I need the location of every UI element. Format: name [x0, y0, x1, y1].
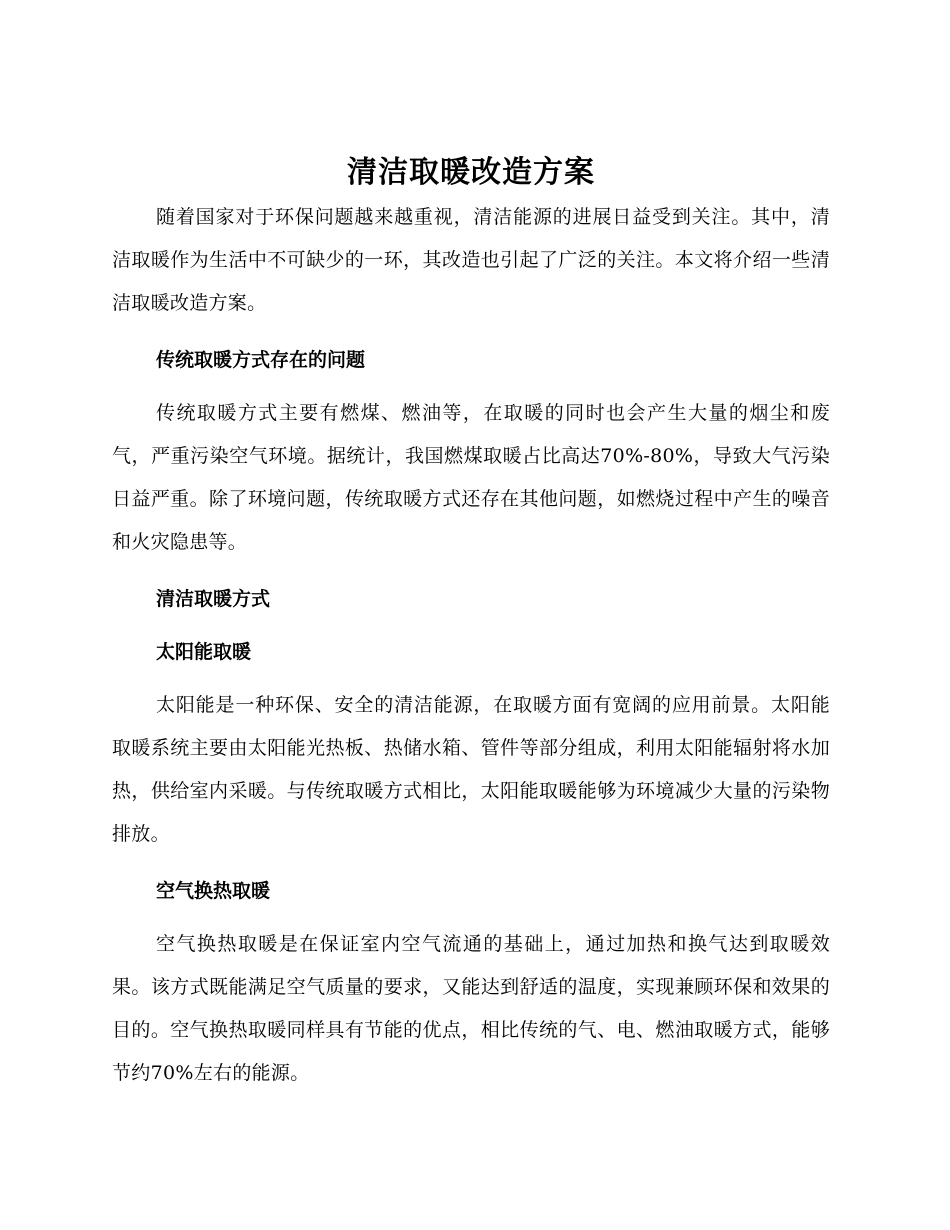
section-heading-solar-heating: 太阳能取暖 [156, 641, 252, 663]
document-page [112, 150, 830, 1095]
section-body-solar-heating: 太阳能是一种环保、安全的清洁能源，在取暖方面有宽阔的应用前景。太阳能取暖系统主要由太阳能光热板、热储水箱、管件等部分组成，利用太阳能辐射将水加热，供给室内采暖。与传统取暖方式相比，太阳能取暖能够为环境减少大量的污染物排放。 [112, 694, 830, 845]
section-heading-traditional-problems: 传统取暖方式存在的问题 [156, 349, 366, 371]
intro-paragraph: 随着国家对于环保问题越来越重视，清洁能源的进展日益受到关注。其中，清洁取暖作为生活中不可缺少的一环，其改造也引起了广泛的关注。本文将介绍一些清洁取暖改造方案。 [112, 206, 830, 314]
section-body-traditional-problems: 传统取暖方式主要有燃煤、燃油等，在取暖的同时也会产生大量的烟尘和废气，严重污染空气环境。据统计，我国燃煤取暖占比高达70%-80%，导致大气污染日益严重。除了环境问题，传统取暖方式还存在其他问题，如燃烧过程中产生的噪音和火灾隐患等。 [112, 402, 830, 553]
section-heading-clean-heating-methods: 清洁取暖方式 [156, 588, 271, 610]
section-heading-air-exchange-heating: 空气换热取暖 [156, 880, 271, 902]
document-title: 清洁取暖改造方案 [347, 155, 595, 190]
section-body-air-exchange-heating: 空气换热取暖是在保证室内空气流通的基础上，通过加热和换气达到取暖效果。该方式既能满足空气质量的要求，又能达到舒适的温度，实现兼顾环保和效果的目的。空气换热取暖同样具有节能的优点，相比传统的气、电、燃油取暖方式，能够节约70%左右的能源。 [112, 933, 830, 1084]
